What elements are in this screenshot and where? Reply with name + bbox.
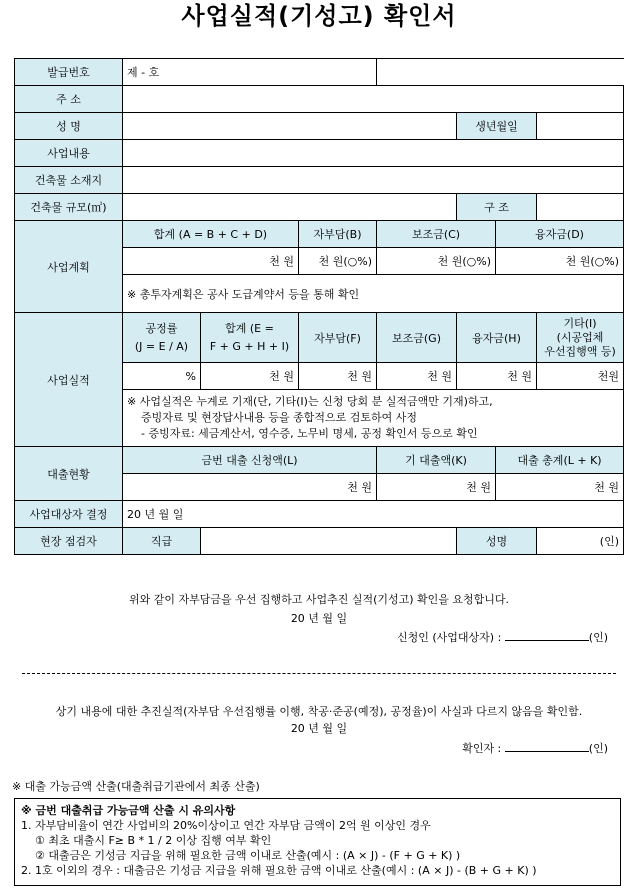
- loan-request-value[interactable]: 천 원: [123, 474, 377, 501]
- applicant-signature-field[interactable]: [505, 629, 589, 641]
- business-field[interactable]: [123, 140, 624, 167]
- perf-etc-header-line3: 우선집행액 등): [544, 344, 616, 358]
- confirmation-form-table: [14, 58, 624, 555]
- inspector-row: [15, 528, 624, 555]
- loan-existing-header: 기 대출액(K): [377, 447, 496, 474]
- divider: [22, 673, 616, 674]
- perf-header-row: [15, 313, 624, 363]
- confirmer-label: 확인자 :: [462, 742, 502, 755]
- business-row: [15, 140, 624, 167]
- loan-total-value[interactable]: 천 원: [496, 474, 624, 501]
- business-label: 사업내용: [15, 140, 123, 167]
- plan-self-value[interactable]: 천 원(○%): [299, 248, 377, 275]
- perf-total-header-line1: 합계 (E =: [225, 321, 274, 335]
- birthdate-field[interactable]: [537, 113, 624, 140]
- plan-total-value[interactable]: 천 원: [123, 248, 299, 275]
- loan-total-header: 대출 총계(L + K): [496, 447, 624, 474]
- perf-etc-header-line2: (시공업체: [556, 330, 604, 344]
- address-row: [15, 86, 624, 113]
- inspector-seal[interactable]: (인): [537, 528, 624, 555]
- perf-etc-value[interactable]: 천원: [537, 363, 624, 390]
- confirm-text: 상기 내용에 대한 추진실적(자부담 우선집행률 이행, 착공·준공(예정), 공정율)이 사실과 다르지 않음을 확인함.: [55, 705, 583, 718]
- perf-note-line1: ※ 사업실적은 누계로 기재(단, 기타(I)는 신청 당회 분 실적금액만 기재)하고,: [127, 395, 493, 408]
- plan-total-header: 합계 (A = B + C + D): [123, 221, 299, 248]
- plan-label: 사업계획: [15, 221, 123, 313]
- address-field[interactable]: [123, 86, 624, 113]
- perf-rate-header-line2: (J = E / A): [134, 339, 189, 353]
- confirmer-line: [462, 740, 608, 757]
- plan-subsidy-value[interactable]: 천 원(○%): [377, 248, 496, 275]
- perf-etc-header-line1: 기타(I): [563, 316, 597, 330]
- loan-existing-value[interactable]: 천 원: [377, 474, 496, 501]
- location-label: 건축물 소재지: [15, 167, 123, 194]
- plan-self-header: 자부담(B): [299, 221, 377, 248]
- plan-header-row: [15, 221, 624, 248]
- perf-note-line2: 증빙자료 및 현장답사내용 등을 종합적으로 검토하여 사정: [141, 411, 418, 424]
- perf-self-header: 자부담(F): [299, 313, 377, 363]
- request-text: 위와 같이 자부담금을 우선 집행하고 사업추진 실적(기성고) 확인을 요청합니다.: [128, 593, 510, 606]
- confirmer-signature-field[interactable]: [505, 740, 589, 752]
- perf-note-line3: - 증빙자료: 세금계산서, 영수증, 노무비 명세, 공정 확인서 등으로 확인: [141, 427, 478, 440]
- guide-line-4: 2. 1호 이외의 경우 : 대출금은 기성금 지급을 위해 필요한 금액 이내로 산출(예시 : (A × J) - (B + G + K) ): [21, 864, 537, 877]
- scale-row: [15, 194, 624, 221]
- plan-loan-header: 융자금(D): [496, 221, 624, 248]
- guide-line-2: ① 최초 대출시 F≥ B * 1 / 2 이상 집행 여부 확인: [35, 834, 272, 847]
- decision-row: [15, 501, 624, 528]
- loan-header-row: [15, 447, 624, 474]
- scale-label: 건축물 규모(㎡): [15, 194, 123, 221]
- applicant-seal: (인): [588, 631, 608, 644]
- perf-self-value[interactable]: 천 원: [299, 363, 377, 390]
- decision-label: 사업대상자 결정: [15, 501, 123, 528]
- birthdate-label: 생년월일: [457, 113, 537, 140]
- perf-note: [123, 390, 624, 447]
- perf-loan-header: 융자금(H): [457, 313, 537, 363]
- perf-loan-value[interactable]: 천 원: [457, 363, 537, 390]
- loan-request-header: 금번 대출 신청액(L): [123, 447, 377, 474]
- issue-number-label: 발급번호: [15, 59, 123, 86]
- confirm-date: 20 년 월 일: [290, 722, 348, 735]
- applicant-line: [397, 629, 608, 646]
- address-label: 주 소: [15, 86, 123, 113]
- name-row: [15, 113, 624, 140]
- perf-total-value[interactable]: 천 원: [201, 363, 299, 390]
- loan-status-label: 대출현황: [15, 447, 123, 501]
- scale-field[interactable]: [123, 194, 457, 221]
- decision-date-field[interactable]: 20 년 월 일: [123, 501, 624, 528]
- issue-number-row: [15, 59, 624, 86]
- perf-rate-value[interactable]: %: [123, 363, 201, 390]
- document-title: 사업실적(기성고) 확인서: [181, 2, 457, 30]
- guide-line-1: 1. 자부담비율이 연간 사업비의 20%이상이고 연간 자부담 금액이 2억 원 이상인 경우: [21, 819, 431, 832]
- perf-total-header-line2: F + G + H + I): [209, 339, 290, 353]
- applicant-label: 신청인 (사업대상자) :: [396, 631, 502, 644]
- location-row: [15, 167, 624, 194]
- confirmer-seal: (인): [588, 742, 608, 755]
- location-field[interactable]: [123, 167, 624, 194]
- guide-box: [14, 798, 621, 886]
- plan-note: ※ 총투자계획은 공사 도급계약서 등을 통해 확인: [123, 275, 624, 313]
- perf-rate-header: [123, 313, 201, 363]
- guide-title: ※ 금번 대출취급 가능금액 산출 시 유의사항: [21, 804, 236, 817]
- perf-rate-header-line1: 공정률: [145, 321, 178, 335]
- name-label: 성 명: [15, 113, 123, 140]
- structure-field[interactable]: [537, 194, 624, 221]
- perf-total-header: [201, 313, 299, 363]
- guide-line-3: ② 대출금은 기성금 지급을 위해 필요한 금액 이내로 산출(예시 : (A × J) - (F + G + K) ): [35, 849, 461, 862]
- request-date: 20 년 월 일: [290, 612, 348, 625]
- inspector-name-label: 성명: [457, 528, 537, 555]
- inspector-label: 현장 점검자: [15, 528, 123, 555]
- loan-calc-note: ※ 대출 가능금액 산출(대출취급기관에서 최종 산출): [12, 780, 260, 793]
- issue-number-field[interactable]: 제 - 호: [123, 59, 377, 86]
- perf-subsidy-value[interactable]: 천 원: [377, 363, 457, 390]
- plan-loan-value[interactable]: 천 원(○%): [496, 248, 624, 275]
- name-field[interactable]: [123, 113, 457, 140]
- position-label: 직급: [123, 528, 201, 555]
- perf-etc-header: [537, 313, 624, 363]
- perf-label: 사업실적: [15, 313, 123, 447]
- perf-subsidy-header: 보조금(G): [377, 313, 457, 363]
- position-field[interactable]: [201, 528, 457, 555]
- plan-subsidy-header: 보조금(C): [377, 221, 496, 248]
- structure-label: 구 조: [457, 194, 537, 221]
